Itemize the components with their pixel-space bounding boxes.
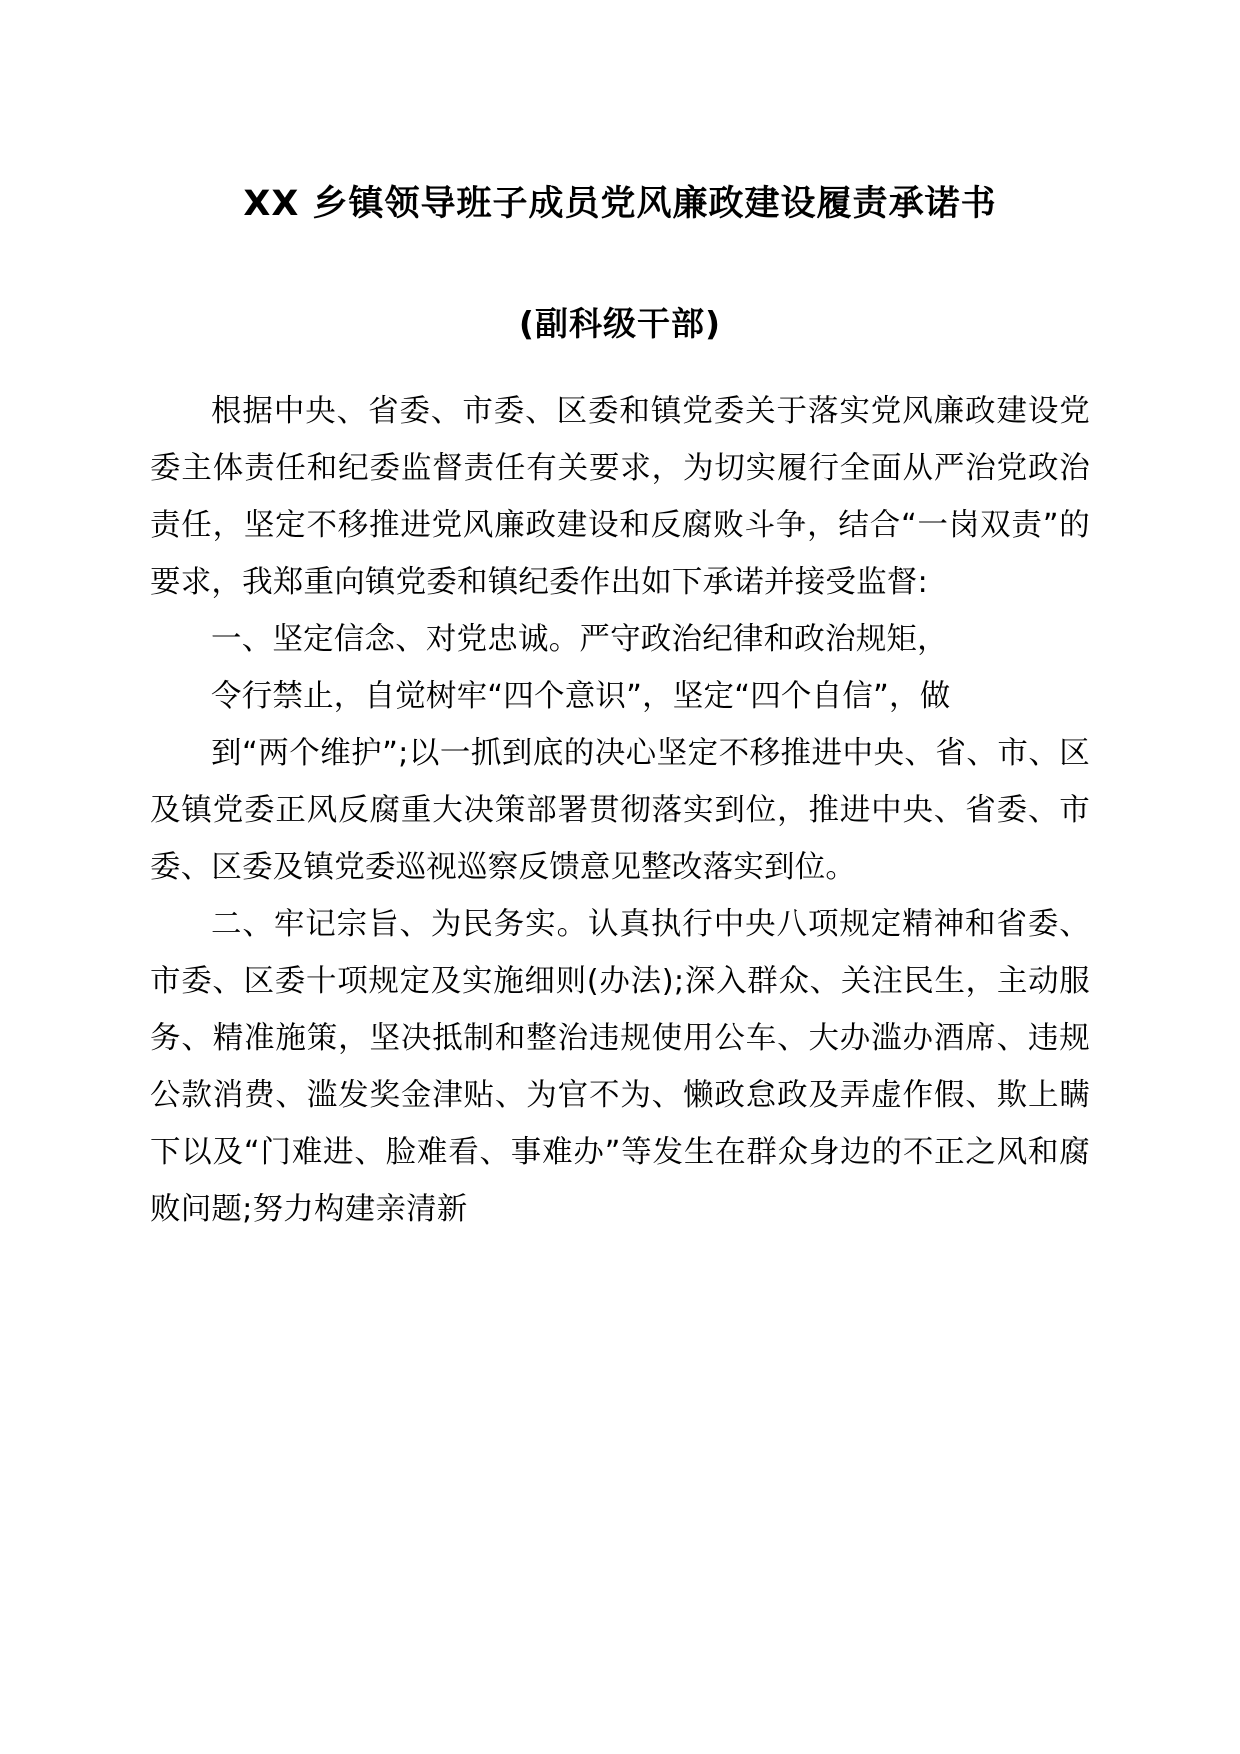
- paragraph-item-2: 二、牢记宗旨、为民务实。认真执行中央八项规定精神和省委、市委、区委十项规定及实施细则(办法);深入群众、关注民生，主动服务、精准施策，坚决抵制和整治违规使用公车、大办滥办酒席、违规公款消费、滥发奖金津贴、为官不为、懒政怠政及弄虚作假、欺上瞒下以及“门难进、脸难看、事难办”等发生在群众身边的不正之风和腐败问题;努力构建亲清新: [150, 907, 1090, 1228]
- page-title: XX 乡镇领导班子成员党风廉政建设履责承诺书: [243, 184, 997, 224]
- paragraph-item-1-line-2: 令行禁止，自觉树牢“四个意识”，坚定“四个自信”，做: [211, 679, 951, 715]
- paragraph-item-1-line-1: 一、坚定信念、对党忠诚。严守政治纪律和政治规矩，: [211, 622, 948, 658]
- document-body: [150, 383, 1090, 1238]
- paragraph-item-1-line-3: 到“两个维护”;以一抓到底的决心坚定不移推进中央、省、市、区及镇党委正风反腐重大决策部署贯彻落实到位，推进中央、省委、市委、区委及镇党委巡视巡察反馈意见整改落实到位。: [150, 736, 1090, 886]
- paragraph-intro: 根据中央、省委、市委、区委和镇党委关于落实党风廉政建设党委主体责任和纪委监督责任有关要求，为切实履行全面从严治党政治责任，坚定不移推进党风廉政建设和反腐败斗争，结合“一岗双责”的要求，我郑重向镇党委和镇纪委作出如下承诺并接受监督:: [150, 394, 1090, 601]
- page-subtitle: (副科级干部): [518, 304, 722, 343]
